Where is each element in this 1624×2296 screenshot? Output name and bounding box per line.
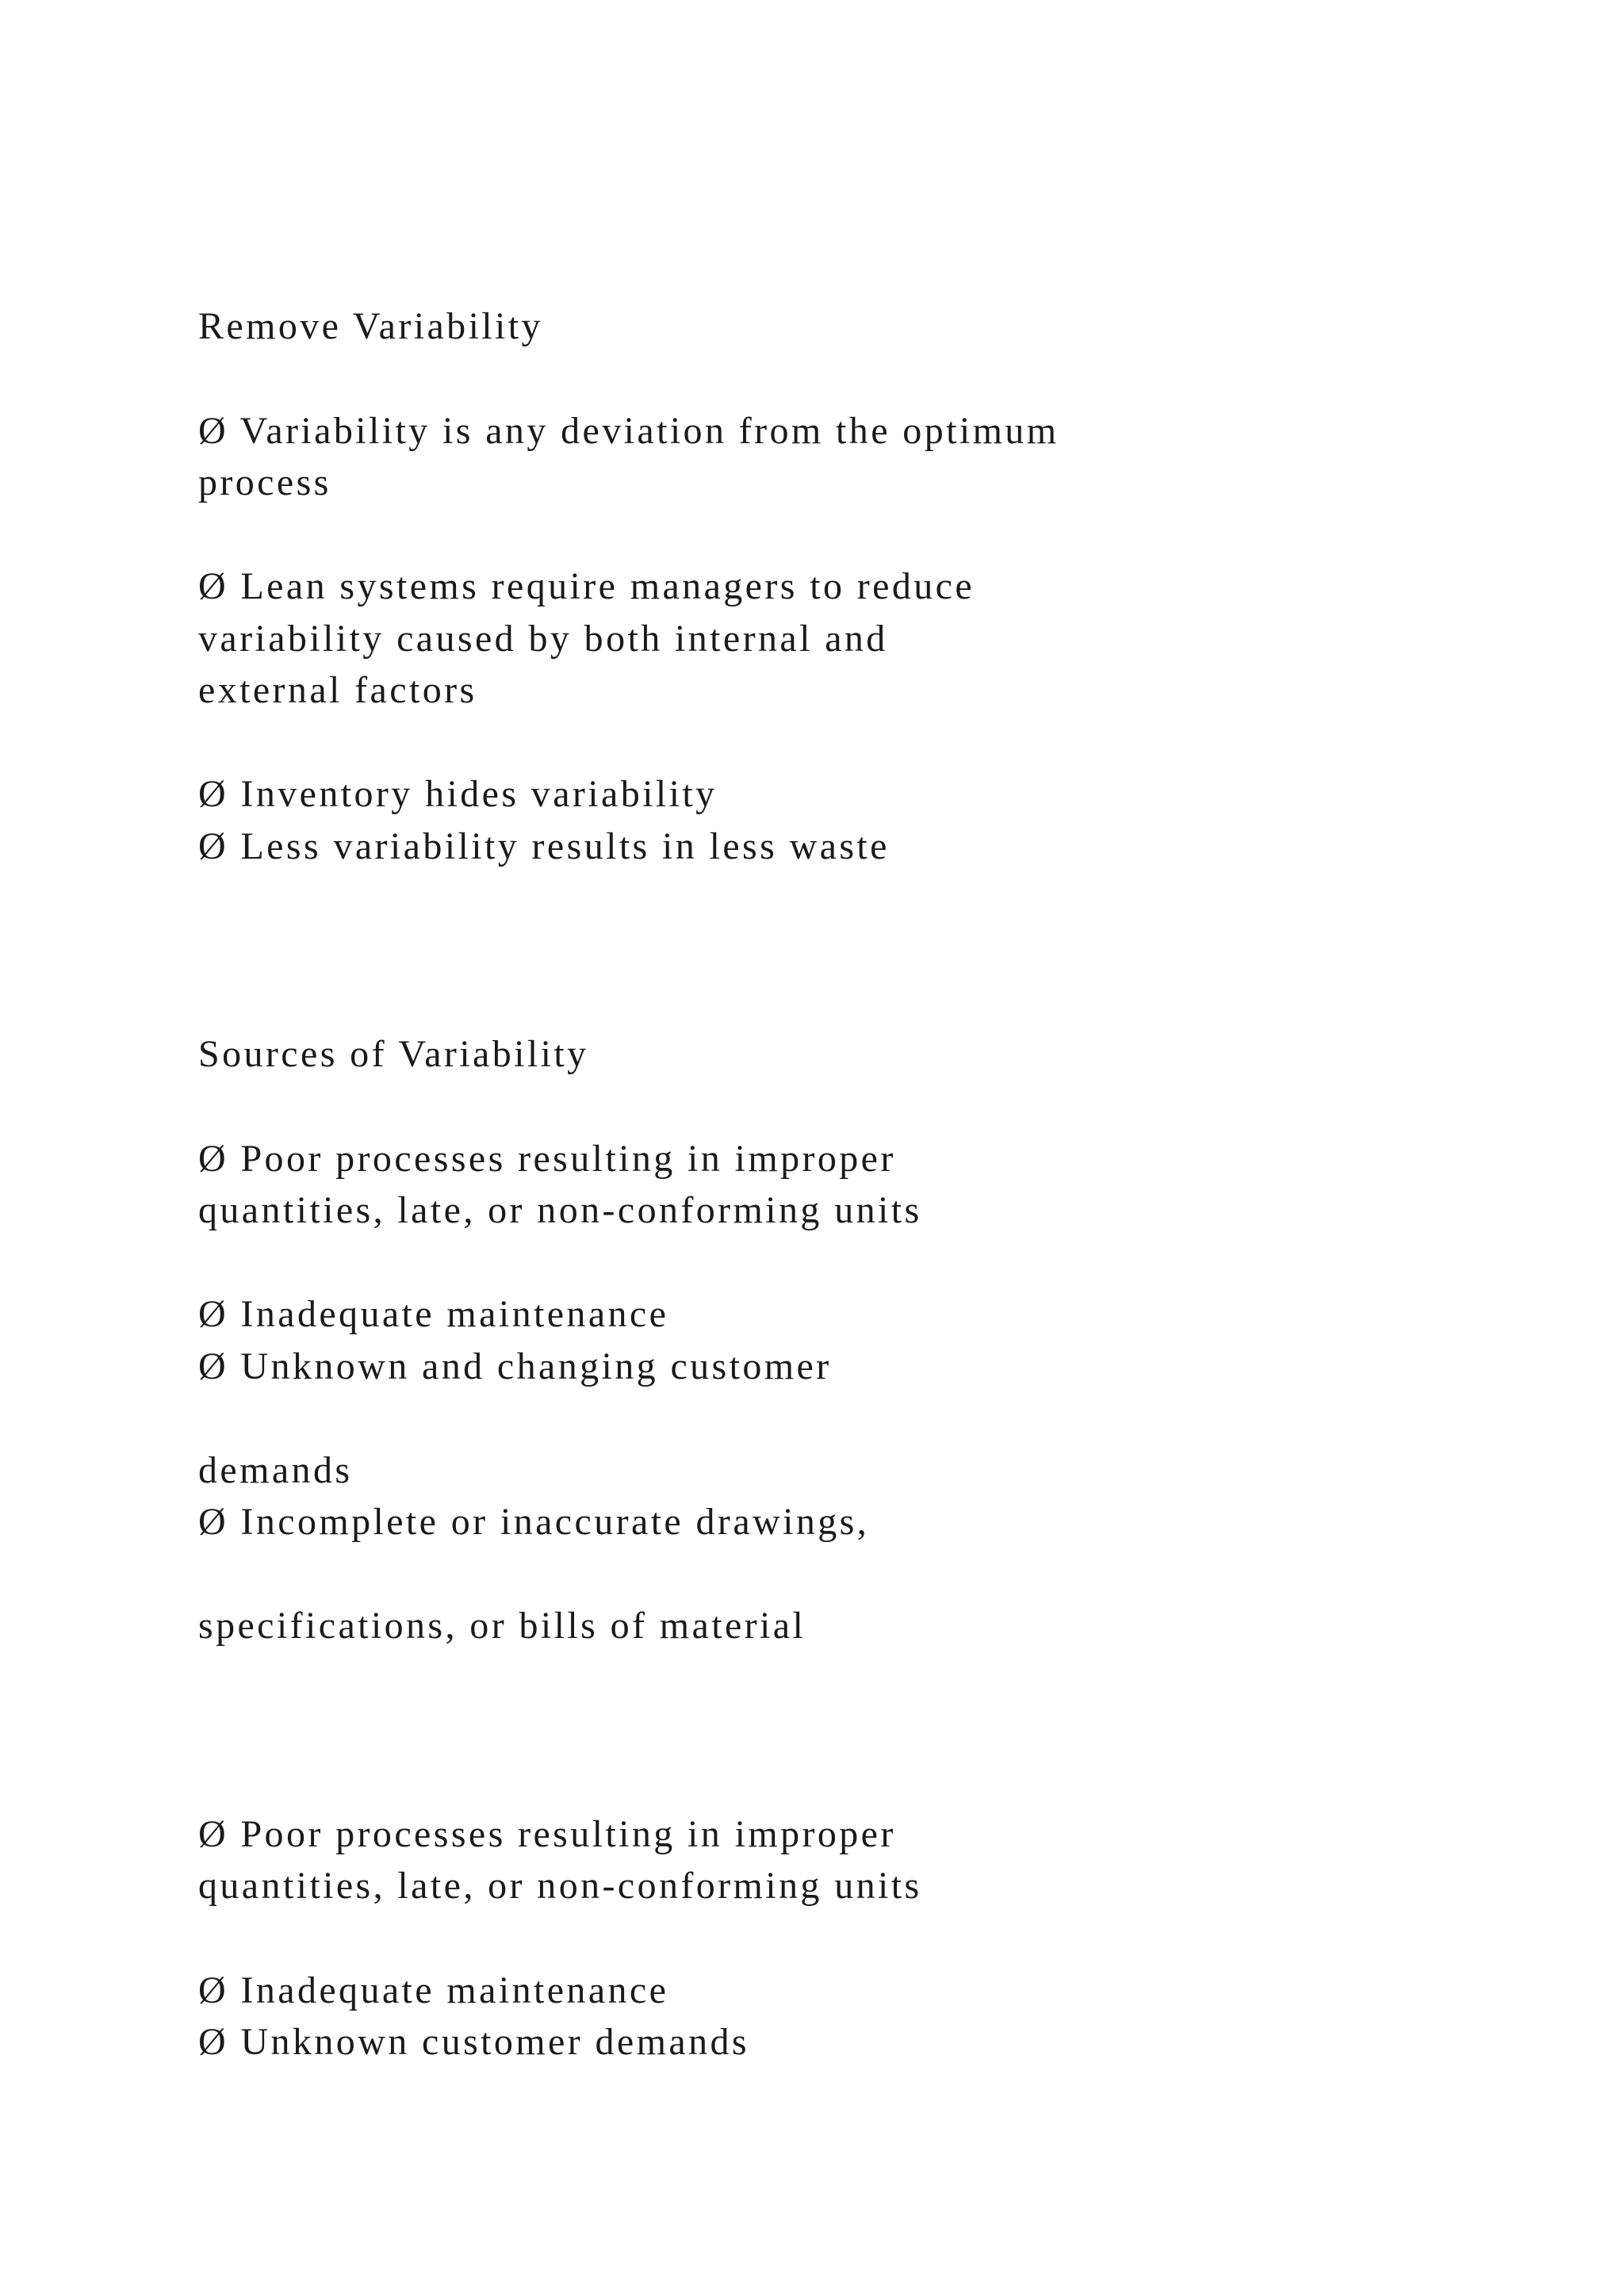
bullet-line: Ø Incomplete or inaccurate drawings, — [198, 1501, 870, 1543]
bullet-line: Ø Poor processes resulting in improper — [198, 1813, 896, 1855]
bullet-line-continuation: external factors — [198, 669, 477, 711]
bullet-line-continuation: demands — [198, 1449, 353, 1491]
bullet-line-continuation: process — [198, 461, 331, 503]
bullet-line: Ø Less variability results in less waste — [198, 825, 890, 867]
bullet-line: Ø Poor processes resulting in improper — [198, 1138, 896, 1180]
section-heading-remove-variability: Remove Variability — [198, 305, 543, 347]
bullet-line: Ø Lean systems require managers to reduce — [198, 565, 975, 607]
bullet-line: Ø Unknown customer demands — [198, 2021, 749, 2063]
bullet-line: Ø Inventory hides variability — [198, 773, 718, 815]
bullet-line: Ø Variability is any deviation from the optimum — [198, 410, 1059, 452]
bullet-line: Ø Inadequate maintenance — [198, 1293, 669, 1335]
bullet-line-continuation: specifications, or bills of material — [198, 1605, 806, 1647]
bullet-line-continuation: variability caused by both internal and — [198, 618, 888, 660]
bullet-line: Ø Inadequate maintenance — [198, 1969, 669, 2011]
bullet-line-continuation: quantities, late, or non-conforming units — [198, 1189, 922, 1231]
bullet-line-continuation: quantities, late, or non-conforming units — [198, 1865, 922, 1907]
bullet-line: Ø Unknown and changing customer — [198, 1345, 832, 1387]
section-heading-sources-of-variability: Sources of Variability — [198, 1033, 589, 1075]
